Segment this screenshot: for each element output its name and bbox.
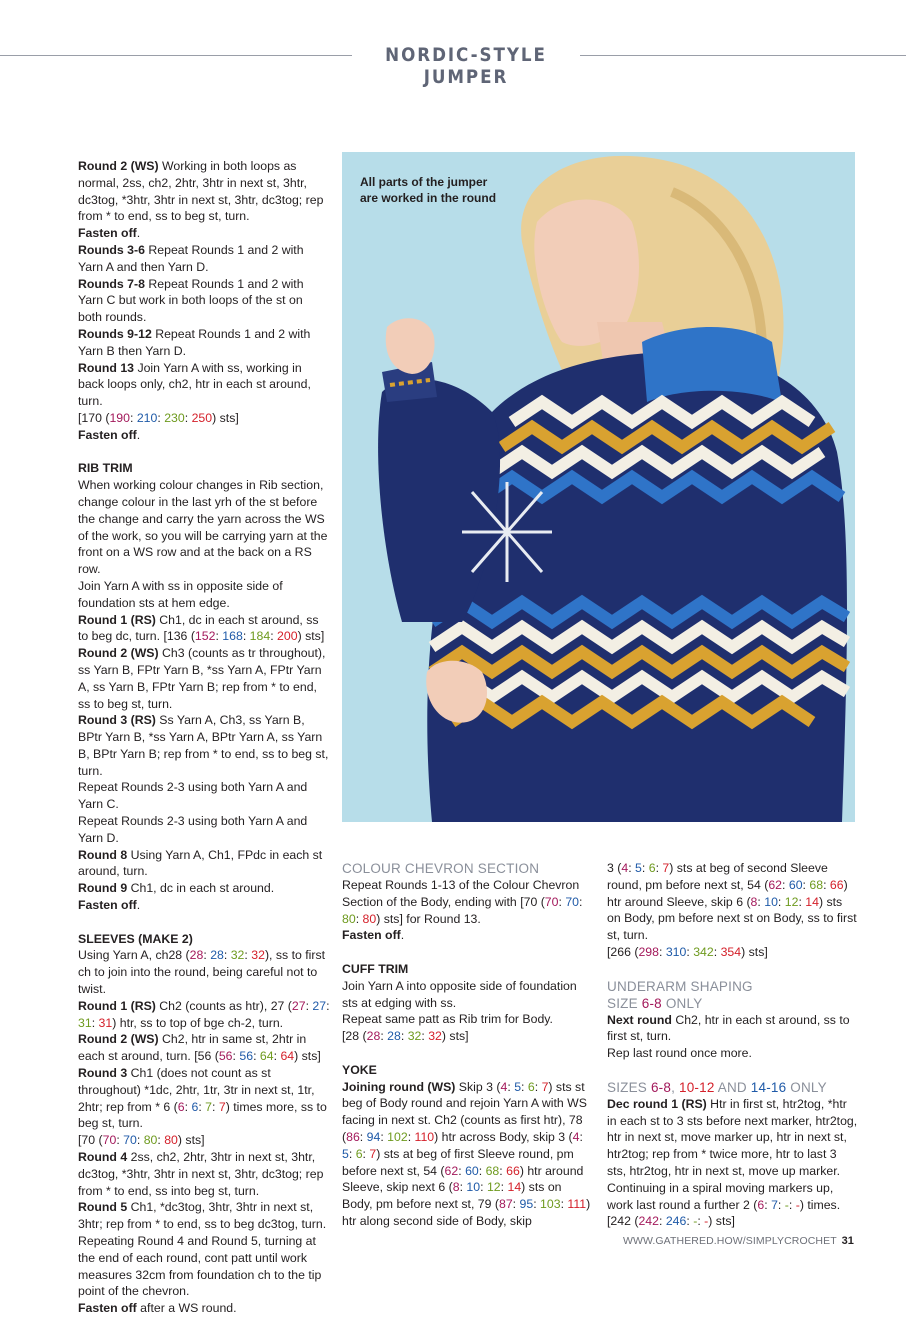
sleeves-heading: SLEEVES (MAKE 2): [78, 931, 193, 946]
fasten-off-3: Fasten off.: [78, 898, 141, 913]
rib-join: Join Yarn A with ss in opposite side of foundation sts at hem edge.: [78, 578, 283, 610]
rib-round-8: Round 8 Using Yarn A, Ch1, FPdc in each st around, turn.: [78, 847, 323, 879]
fasten-off-1: Fasten off.: [78, 226, 141, 241]
rib-round-1: Round 1 (RS) Ch1, dc in each st around, ss to beg dc, turn. [136 (152: 168: 184: 200) sts]: [78, 612, 325, 644]
rib-repeat-1: Repeat Rounds 2-3 using both Yarn A and Yarn C.: [78, 780, 308, 812]
round-13-count: [170 (190: 210: 230: 250) sts]: [78, 410, 239, 425]
rib-round-3: Round 3 (RS) Ss Yarn A, Ch3, ss Yarn B, BPtr Yarn B, *ss Yarn A, BPtr Yarn A, ss Yarn B, BPtr Yarn B; rep from * to end, ss to beg st, turn.: [78, 713, 329, 778]
sleeve-round-5: Round 5 Ch1, *dc3tog, 3htr, 3htr in next st, 3htr; rep from * to end, ss to beg dc3tog, turn.: [78, 1200, 327, 1232]
colour-chevron-heading: COLOUR CHEVRON SECTION: [342, 861, 540, 876]
sleeves-intro: Using Yarn A, ch28 (28: 28: 32: 32), ss to first ch to join into the round, being careful not to twist.: [78, 948, 326, 997]
colour-chevron-text: Repeat Rounds 1-13 of the Colour Chevron Section of the Body, ending with [70 (70: 70: 80: 80) sts] for Round 13.: [342, 878, 583, 926]
page-footer: [623, 1235, 854, 1247]
cuff-count: [28 (28: 28: 32: 32) sts]: [342, 1029, 469, 1044]
fasten-off-2: Fasten off.: [78, 427, 141, 442]
column-1: [78, 158, 330, 1317]
header-rule-right: [580, 55, 906, 56]
rib-repeat-2: Repeat Rounds 2-3 using both Yarn A and Yarn D.: [78, 814, 308, 845]
jumper-photo: [342, 152, 855, 822]
yoke-count: [266 (298: 310: 342: 354) sts]: [607, 944, 768, 959]
chevron-fasten-off: Fasten off.: [342, 928, 405, 943]
yoke-joining-round: Joining round (WS) Skip 3 (4: 5: 6: 7) sts st beg of Body round and rejoin Yarn A with WS facing in next st. Ch2 (counts as first htr), 78 (86: 94: 102: 110) htr across Body, skip 3 (4: 5: 6: 7) sts at beg of first Sleeve round, pm before next st, 54 (62: 60: 68: 66) htr around Sleeve, skip next 6 (8: 10: 12: 14) sts on Body, pm before next st, 79 (87: 95: 103: 111) htr along second side of Body, skip: [342, 1079, 591, 1228]
cuff-trim-heading: CUFF TRIM: [342, 961, 409, 976]
page-number: 31: [841, 1235, 854, 1247]
round-2-instruction: Round 2 (WS) Working in both loops as normal, 2ss, ch2, 2htr, 3htr in next st, 3htr, dc3tog, *3htr, 3htr in next st, 3htr, dc3tog; rep from * to end, ss to beg st, turn.: [78, 159, 324, 224]
footer-url: WWW.GATHERED.HOW/SIMPLYCROCHET: [622, 1235, 837, 1247]
page-title: NORDIC-STYLE JUMPER: [385, 44, 547, 88]
next-round: Next round Ch2, htr in each st around, ss to first st, turn.: [607, 1012, 850, 1044]
rounds-7-8: Rounds 7-8 Repeat Rounds 1 and 2 with Yarn C but work in both loops of the st on both rounds.: [78, 276, 304, 325]
rib-trim-heading: RIB TRIM: [78, 461, 133, 476]
rib-round-9: Round 9 Ch1, dc in each st around.: [78, 881, 275, 896]
sizes-heading: SIZES 6-8, 10-12 AND 14-16 ONLY: [607, 1079, 827, 1095]
rounds-3-6: Rounds 3-6 Repeat Rounds 1 and 2 with Yarn A and then Yarn D.: [78, 242, 304, 274]
underarm-size-heading: SIZE 6-8 ONLY: [607, 995, 703, 1011]
round-13: Round 13 Join Yarn A with ss, working in back loops only, ch2, htr in each st around, turn.: [78, 360, 311, 409]
column-2: [342, 860, 594, 1230]
rib-round-2: Round 2 (WS) Ch3 (counts as tr throughout), ss Yarn B, FPtr Yarn B, *ss Yarn A, FPtr Yarn A, ss Yarn B, FPtr Yarn B; rep from * to end, ss to beg st, turn.: [78, 646, 326, 711]
sleeve-fasten-off: Fasten off after a WS round.: [78, 1301, 237, 1316]
dec-round-1: Dec round 1 (RS) Htr in first st, htr2tog, *htr in each st to 3 sts before next marker, htr2tog, htr in next st, move marker up, htr in next st, htr2tog; rep from * twice more, htr to last 3 sts, htr2tog, htr in next st, move up marker. Continuing in a spiral moving markers up, work last round a further 2 (6: 7: -: -) times.: [607, 1096, 858, 1212]
rounds-9-12: Rounds 9-12 Repeat Rounds 1 and 2 with Yarn B then Yarn D.: [78, 326, 311, 358]
repeat-last-round: Rep last round once more.: [607, 1046, 752, 1061]
yoke-heading: YOKE: [342, 1062, 377, 1077]
sleeve-repeat: Repeating Round 4 and Round 5, turning at the end of each round, cont patt until work measures 32cm from foundation ch to the tip point of the chevron.: [78, 1234, 322, 1299]
sleeve-round-1: Round 1 (RS) Ch2 (counts as htr), 27 (27: 27: 31: 31) htr, ss to top of bge ch-2, turn.: [78, 998, 330, 1030]
column-3: [607, 860, 859, 1230]
cuff-text-1: Join Yarn A into opposite side of foundation sts at edging with ss.: [342, 978, 577, 1010]
dec-count: [242 (242: 246: -: -) sts]: [607, 1214, 735, 1229]
underarm-shaping-heading: UNDERARM SHAPING: [607, 978, 753, 994]
sleeve-round-2: Round 2 (WS) Ch2, htr in same st, 2htr in each st around, turn. [56 (56: 56: 64: 64) sts]: [78, 1032, 321, 1064]
yoke-continued: 3 (4: 5: 6: 7) sts at beg of second Sleeve round, pm before next st, 54 (62: 60: 68: 66) htr around Sleeve, skip 6 (8: 10: 12: 14) sts on Body, pm before next st on Body, ss to first st, turn.: [607, 861, 857, 943]
sleeve-round-3: Round 3 Ch1 (does not count as st throughout) *1dc, 2htr, 1tr, 3tr in next st, 1tr, 2htr; rep from * 6 (6: 6: 7: 7) times more, ss to beg st, turn.: [78, 1066, 327, 1131]
cuff-text-2: Repeat same patt as Rib trim for Body.: [342, 1012, 553, 1027]
rib-intro: When working colour changes in Rib section, change colour in the last yrh of the st before the change and carry the yarn across the WS of the work, so you will be carrying yarn at the front on a WS row and at the back on a RS row.: [78, 478, 328, 577]
sleeve-round-3-count: [70 (70: 70: 80: 80) sts]: [78, 1133, 205, 1148]
photo-caption: All parts of the jumper are worked in the round: [360, 175, 497, 205]
jumper-illustration: [342, 152, 855, 822]
sleeve-round-4: Round 4 2ss, ch2, 2htr, 3htr in next st, 3htr, dc3tog, *3htr, 3htr in next st, 3htr, dc3tog; rep from * to end, ss into beg st, turn.: [78, 1150, 324, 1198]
header-rule-left: [0, 55, 352, 56]
